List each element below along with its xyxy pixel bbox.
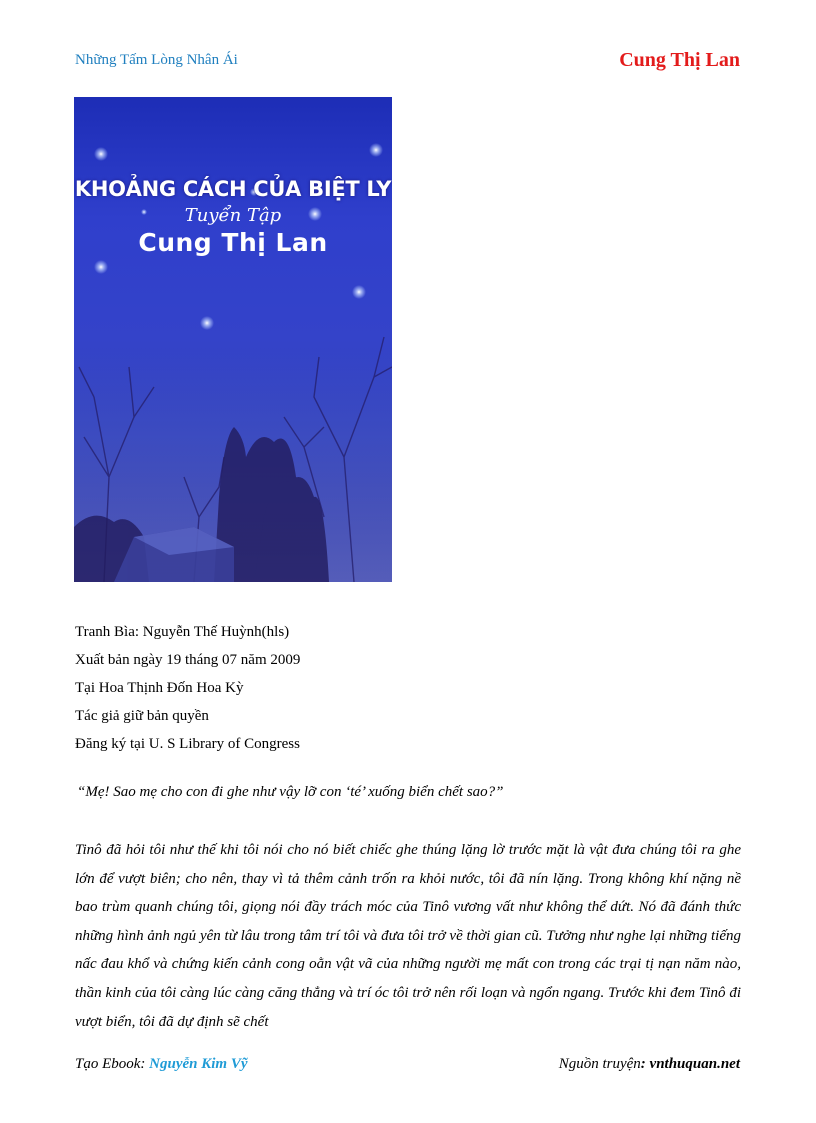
footer-ebook-label: Tạo Ebook: [75, 1056, 141, 1072]
cover-subtitle: Tuyển Tập: [184, 205, 282, 226]
footer-separator: :: [640, 1056, 650, 1072]
cover-title: KHOẢNG CÁCH CỦA BIỆT LY: [74, 177, 392, 201]
star: [369, 143, 383, 157]
publish-place-line: Tại Hoa Thịnh Đốn Hoa Kỳ: [75, 680, 244, 696]
publication-info: [75, 618, 300, 758]
star: [94, 260, 108, 274]
cover-author: Cung Thị Lan: [138, 228, 328, 257]
footer-source-label: Nguồn truyện: [558, 1056, 641, 1072]
body-paragraph: Tinô đã hỏi tôi như thế khi tôi nói cho nó biết chiếc ghe thúng lặng lờ trước mặt là vật đưa chúng tôi ra ghe lớn để vượt biên; cho nên, thay vì tả thêm cảnh trốn ra khỏi nước, tôi đã nín lặng. Trong không khí nặng nề bao trùm quanh chúng tôi, giọng nói đầy trách móc của Tinô vương vất như không thể dứt. Nó đã đánh thức những hình ảnh ngủ yên từ lâu trong tâm trí tôi và đưa tôi trở về thời gian cũ. Tưởng như nghe lại những tiếng nấc đau khổ và chứng kiến cảnh cong oằn vật vã của những người mẹ mất con trong các trại tị nạn năm nào, thần kinh của tôi càng lúc càng căng thẳng và trí óc tôi trở nên rối loạn và ngổn ngang. Trước khi đem Tinô đi vượt biển, tôi đã dự định sẽ chết: [75, 842, 741, 1030]
footer-source: [559, 1056, 740, 1073]
opening-quote: “Mẹ! Sao mẹ cho con đi ghe như vậy lỡ con ‘té’ xuống biển chết sao?”: [77, 784, 504, 800]
ebook-creator-name: Nguyễn Kim Vỹ: [149, 1056, 248, 1072]
footer-separator: :: [140, 1056, 150, 1072]
star: [200, 316, 214, 330]
star: [94, 147, 108, 161]
author-heading: Cung Thị Lan: [619, 49, 740, 71]
star: [352, 285, 366, 299]
publish-date-line: Xuất bản ngày 19 tháng 07 năm 2009: [75, 652, 301, 668]
cover-illustration: [74, 97, 392, 582]
source-site: vnthuquan.net: [649, 1056, 740, 1072]
book-cover-image: [74, 97, 392, 582]
cover-artist-line: Tranh Bìa: Nguyễn Thế Huỳnh(hls): [75, 624, 290, 640]
copyright-line: Tác giả giữ bản quyền: [75, 708, 209, 724]
footer-ebook-credit: [75, 1056, 248, 1073]
registration-line: Đăng ký tại U. S Library of Congress: [75, 736, 300, 752]
series-title: Những Tấm Lòng Nhân Ái: [75, 52, 238, 68]
